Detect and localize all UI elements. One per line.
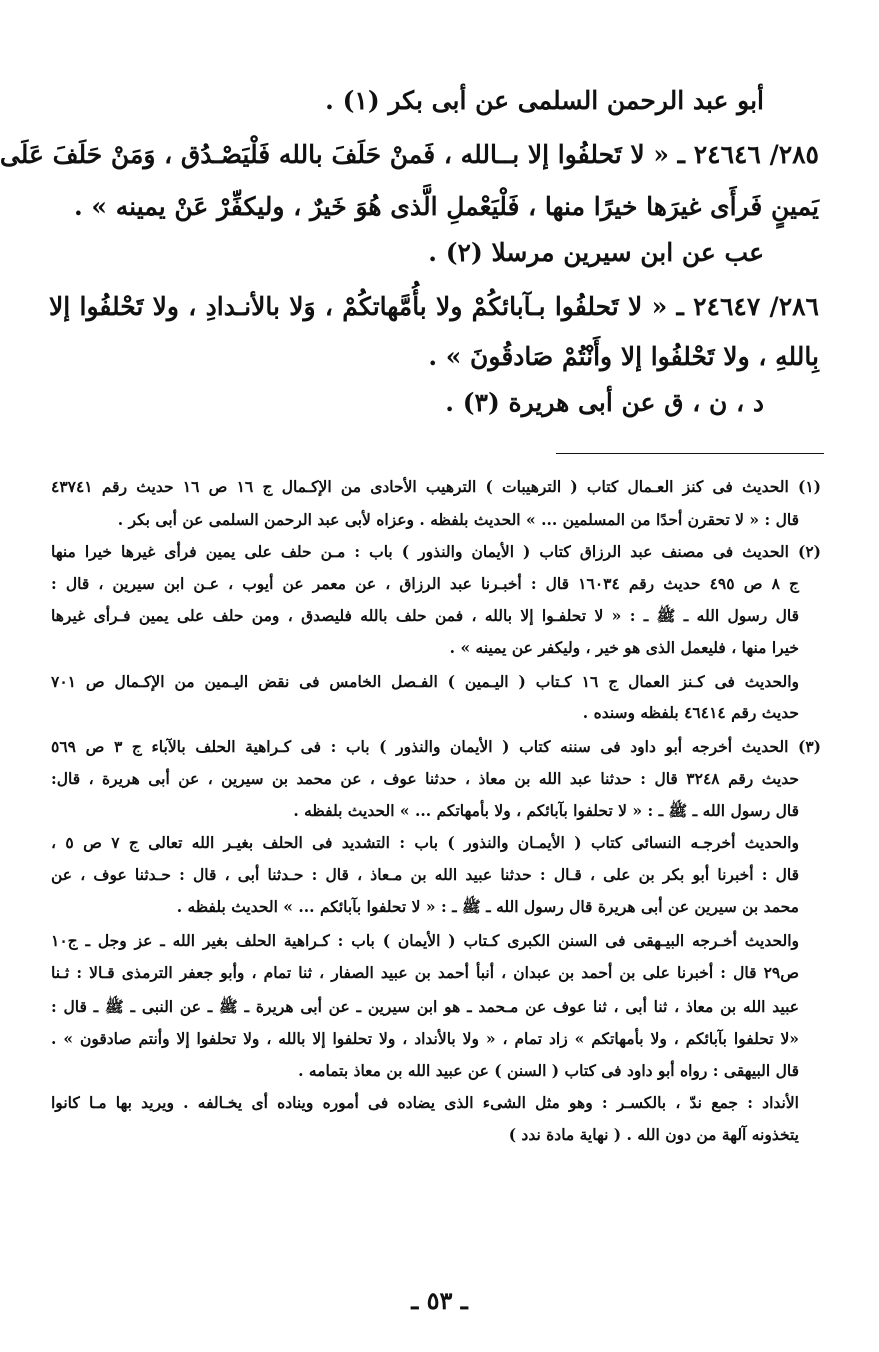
footnote-2-line-5: والحديث فى كـنز العمال ج ١٦ كـتاب ( اليـمين ) الفـصل الخامس فى نقض اليـمين من الإكـمال ص ٧٠١: [51, 672, 800, 691]
footnote-3-line-1: (٣) الحديث أخرجه أبو داود فى سننه كتاب ( الأيمان والنذور ) باب : فى كـراهية الحلف بالآباء ج ٣ ص ٥٦٩: [51, 737, 821, 756]
footnote-3-line-8: ص٢٩ قال : أخبرنا على بن أحمد بن عبدان ، أنبأ أحمد بن عبيد الصفار ، ثنا تمام ، وأبو جعفر الترمذى قـالا : ثـنا: [51, 963, 799, 982]
hadith-285-source: عب عن ابن سيرين مرسلا (٢) .: [428, 238, 764, 267]
page-number: ـ ٥٣ ـ: [411, 1286, 468, 1315]
footnote-2-line-4: خيرا منها ، فليعمل الذى هو خير ، وليكفر عن يمينه » .: [449, 638, 799, 657]
footnote-3-line-9: عبيد الله بن معاذ ، ثنا أبى ، ثنا عوف عن مـحمد ـ هو ابن سيرين ـ عن أبى هريرة ـ ﷺ ـ عن النبى ـ ﷺ ـ قال :: [51, 997, 799, 1016]
hadith-285-line-2: يَمينٍ فَرأَى غيرَها خيرًا منها ، فَلْيَعْملِ الَّذى هُوَ خَيرٌ ، وليكفِّرْ عَنْ يمينه » .: [74, 192, 819, 221]
footnote-divider: [556, 453, 824, 454]
hadith-286-source: د ، ن ، ق عن أبى هريرة (٣) .: [445, 388, 764, 417]
hadith-285-line-1: ٢٨٥/ ٢٤٦٤٦ ـ « لا تَحلفُوا إلا بــالله ، فَمنْ حَلَفَ بالله فَلْيَصْـدُق ، وَمَنْ حَلَفَ عَلَى: [0, 140, 819, 169]
footnote-3-line-10: «لا تحلفوا بآبائكم ، ولا بأمهاتكم » زاد تمام ، « ولا بالأنداد ، ولا تحلفوا إلا بالله ، ولا تحلفوا إلا وأنتم صادقون » .: [51, 1029, 799, 1048]
footnote-3-line-6: محمد بن سيرين عن أبى هريرة قال رسول الله ـ ﷺ ـ : « لا تحلفوا بآبائكم ... » الحديث بلفظه .: [176, 897, 799, 916]
hadith-286-line-1: ٢٨٦/ ٢٤٦٤٧ ـ « لا تَحلفُوا بـآبائكُمْ ولا بأُمَّهاتكُمْ ، وَلا بالأنـدادِ ، ولا تَحْلفُوا إلا: [49, 292, 819, 321]
footnote-3-line-11: قال البيهقى : رواه أبو داود فى كتاب ( السنن ) عن عبيد الله بن معاذ بتمامه .: [298, 1061, 799, 1080]
footnote-3-line-4: والحديث أخرجـه النسائى كتاب ( الأيمـان والنذور ) باب : التشديد فى الحلف بغيـر الله تعالى ج ٧ ص ٥ ،: [51, 833, 799, 852]
footnote-3-line-5: قال : أخبرنا أبو بكر بن على ، قـال : حدثنا عبيد الله بن مـعاذ ، قال : حـدثنا أبى ، قال : حـدثنا عوف ، عن: [51, 865, 799, 884]
footnote-2-line-6: حديث رقم ٤٦٤١٤ بلفظه وسنده .: [582, 703, 799, 722]
main-text-line-1: أبو عبد الرحمن السلمى عن أبى بكر (١) .: [325, 86, 764, 115]
footnote-2-line-1: (٢) الحديث فى مصنف عبد الرزاق كتاب ( الأيمان والنذور ) باب : مـن حلف على يمين فرأى غيرها خيرا منها: [51, 542, 821, 561]
footnote-1-line-2: قال : « لا تحقرن أحدًا من المسلمين ... » الحديث بلفظه . وعزاه لأبى عبد الرحمن السلمى عن أبى بكر .: [117, 510, 799, 529]
footnote-3-line-2: حديث رقم ٣٢٤٨ قال : حدثنا عبد الله بن معاذ ، حدثنا عوف ، عن محمد بن سيرين ، عن أبى هريرة ، قال:: [51, 769, 799, 788]
footnote-1-line-1: (١) الحديث فى كنز العـمال كتاب ( الترهيبات ) الترهيب الأحادى من الإكـمال ج ١٦ ص ١٦ حديث رقم ٤٣٧٤١: [51, 477, 821, 496]
footnote-3-line-7: والحديث أخـرجه البيـهقى فى السنن الكبرى كـتاب ( الأيمان ) باب : كـراهية الحلف بغير الله ـ عز وجل ـ ج١٠: [51, 931, 799, 950]
footnote-3-line-12: الأنداد : جمع ندّ ، بالكسـر : وهو مثل الشىء الذى يضاده فى أموره ويناده أى يخـالفه . ويريد بها مـا كانوا: [51, 1093, 799, 1112]
footnote-3-line-3: قال رسول الله ـ ﷺ ـ : « لا تحلفوا بآبائكم ، ولا بأمهاتكم ... » الحديث بلفظه .: [293, 801, 799, 820]
footnote-2-line-2: ج ٨ ص ٤٩٥ حديث رقم ١٦٠٣٤ قال : أخبـرنا عبد الرزاق ، عن معمر عن أيوب ، عـن ابن سيرين ، قال :: [51, 574, 800, 593]
footnote-2-line-3: قال رسول الله ـ ﷺ ـ : « لا تحلفـوا إلا بالله ، فمن حلف بالله فليصدق ، ومن حلف على يمين فـرأى غيرها: [51, 606, 799, 625]
hadith-286-line-2: بِاللهِ ، ولا تَحْلفُوا إلا وأَنْتُمْ صَادقُونَ » .: [428, 342, 819, 371]
footnote-3-line-13: يتخذونه آلهة من دون الله . ( نهاية مادة ندد ): [508, 1125, 799, 1144]
